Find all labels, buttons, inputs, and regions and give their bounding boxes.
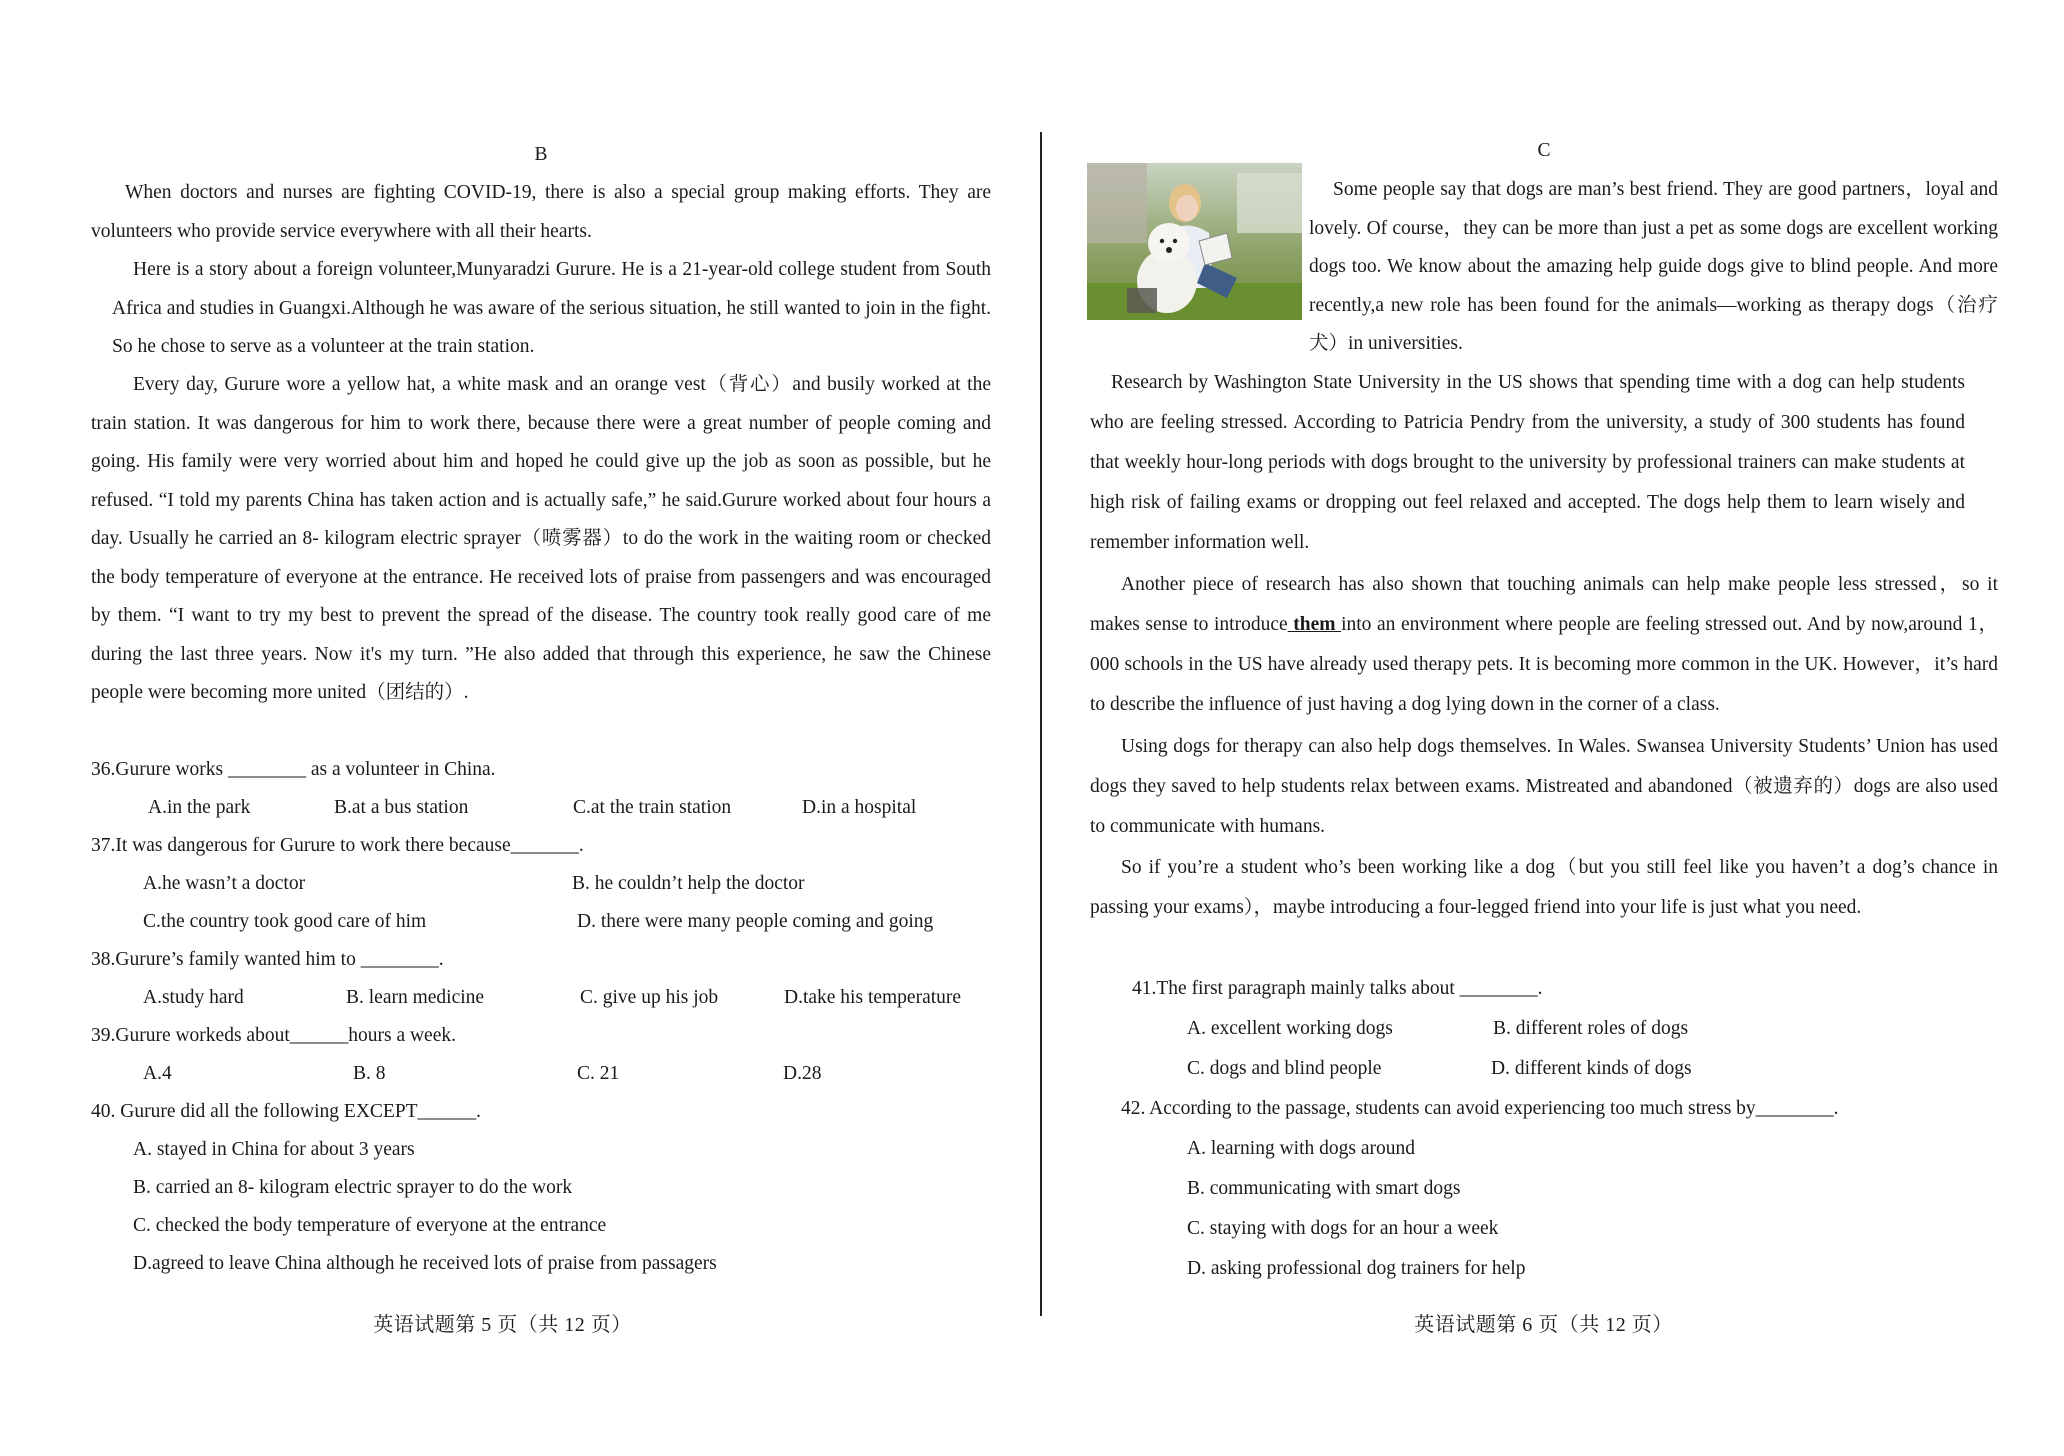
- q36-option-a[interactable]: A.in the park: [148, 797, 251, 818]
- question-40-stem: 40. Gurure did all the following EXCEPT______.: [91, 1101, 481, 1122]
- question-39-stem: 39.Gurure workeds about______hours a week.: [91, 1025, 456, 1046]
- q39-option-a[interactable]: A.4: [143, 1063, 172, 1084]
- question-38-options: [143, 979, 993, 1018]
- question-41-stem: 41.The first paragraph mainly talks about ________.: [1132, 978, 1543, 999]
- passage-c-paragraph-2: Research by Washington State University in the US shows that spending time with a dog can help students who are feeling stressed. According to Patricia Pendry from the university, a study of 300 students has found that weekly hour-long periods with dogs brought to the university by professional trainers can make students at high risk of failing exams or dropping out feel relaxed and accepted. The dogs help them to learn wisely and remember information well.: [1090, 372, 1965, 553]
- q42-option-c[interactable]: C. staying with dogs for an hour a week: [1187, 1218, 1499, 1239]
- q37-option-d[interactable]: D. there were many people coming and going: [577, 911, 934, 932]
- q37-option-a[interactable]: A.he wasn’t a doctor: [143, 873, 306, 894]
- underlined-word-them: them: [1287, 614, 1342, 635]
- q38-option-a[interactable]: A.study hard: [143, 987, 244, 1008]
- page-footer-6: 英语试题第 6 页（共 12 页）: [1414, 1314, 1673, 1336]
- question-41-options-row-1: [1187, 1010, 1987, 1049]
- q36-option-c[interactable]: C.at the train station: [573, 797, 732, 818]
- paragraph-3-text-before: Another piece of research has also shown that touching animals can help make people less stressed，so it makes sense to introduce: [1090, 574, 1998, 635]
- q42-option-b[interactable]: B. communicating with smart dogs: [1187, 1178, 1461, 1199]
- passage-b-paragraph-2: Here is a story about a foreign volunteer,Munyaradzi Gurure. He is a 21-year-old college student from South Africa and studies in Guangxi.Although he was aware of the serious situation, he still wanted to join in the fight. So he chose to serve as a volunteer at the train station.: [112, 259, 991, 357]
- q40-option-b[interactable]: B. carried an 8- kilogram electric sprayer to do the work: [133, 1177, 573, 1198]
- q41-option-d[interactable]: D. different kinds of dogs: [1491, 1058, 1692, 1079]
- question-38-stem: 38.Gurure’s family wanted him to ________.: [91, 949, 444, 970]
- question-42-stem: 42. According to the passage, students can avoid experiencing too much stress by________.: [1121, 1098, 1839, 1119]
- section-heading-b: B: [534, 144, 548, 165]
- q38-option-d[interactable]: D.take his temperature: [784, 987, 962, 1008]
- passage-b-paragraph-1: When doctors and nurses are fighting COVID-19, there is also a special group making efforts. They are volunteers who provide service everywhere with all their hearts.: [91, 182, 991, 242]
- q40-option-d[interactable]: D.agreed to leave China although he received lots of praise from passagers: [133, 1253, 717, 1274]
- passage-c-paragraph-4: Using dogs for therapy can also help dogs themselves. In Wales. Swansea University Students’ Union has used dogs they saved to help students relax between exams. Mistreated and abandoned（被遗弃的）dogs are also used to communicate with humans.: [1090, 736, 1998, 837]
- q38-option-b[interactable]: B. learn medicine: [346, 987, 485, 1008]
- section-heading-c: C: [1537, 140, 1551, 161]
- q41-option-c[interactable]: C. dogs and blind people: [1187, 1058, 1382, 1079]
- q39-option-d[interactable]: D.28: [783, 1063, 822, 1084]
- question-37-stem: 37.It was dangerous for Gurure to work there because_______.: [91, 835, 584, 856]
- q41-option-b[interactable]: B. different roles of dogs: [1493, 1018, 1689, 1039]
- page-footer-5: 英语试题第 5 页（共 12 页）: [373, 1314, 632, 1336]
- photo-illustration: [1087, 163, 1302, 320]
- q42-option-a[interactable]: A. learning with dogs around: [1187, 1138, 1416, 1159]
- woman-reading-with-dog-photo: [1087, 163, 1302, 320]
- q40-option-a[interactable]: A. stayed in China for about 3 years: [133, 1139, 415, 1160]
- q41-option-a[interactable]: A. excellent working dogs: [1187, 1018, 1393, 1039]
- q40-option-c[interactable]: C. checked the body temperature of everyone at the entrance: [133, 1215, 607, 1236]
- passage-c-paragraph-1: Some people say that dogs are man’s best friend. They are good partners，loyal and lovely. Of course，they can be more than just a pet as some dogs are excellent working dogs too. We know about the amazing help guide dogs give to blind people. And more recently,a new role has been found for the animals—working as therapy dogs（治疗犬）in universities.: [1309, 179, 1998, 354]
- passage-c-paragraph-5: So if you’re a student who’s been working like a dog（but you still feel like you haven’t a dog’s chance in passing your exams），maybe introducing a four-legged friend into your life is just what you need.: [1090, 857, 1998, 918]
- q39-option-c[interactable]: C. 21: [577, 1063, 620, 1084]
- q39-option-b[interactable]: B. 8: [353, 1063, 386, 1084]
- q37-option-c[interactable]: C.the country took good care of him: [143, 911, 427, 932]
- question-41-options-row-2: [1187, 1050, 1987, 1089]
- q36-option-d[interactable]: D.in a hospital: [802, 797, 917, 818]
- q36-option-b[interactable]: B.at a bus station: [334, 797, 469, 818]
- q38-option-c[interactable]: C. give up his job: [580, 987, 719, 1008]
- page-divider: [1040, 132, 1042, 1316]
- question-39-options: [143, 1055, 993, 1094]
- paragraph-3-text-after: into an environment where people are feeling stressed out. And by now,around 1，000 schools in the US have already used therapy pets. It is becoming more common in the UK. However，it’s hard to describe the influence of just having a dog lying down in the corner of a class.: [1090, 614, 1998, 715]
- q42-option-d[interactable]: D. asking professional dog trainers for help: [1187, 1258, 1526, 1279]
- q37-option-b[interactable]: B. he couldn’t help the doctor: [572, 873, 805, 894]
- passage-b-paragraph-3: Every day, Gurure wore a yellow hat, a white mask and an orange vest（背心）and busily worked at the train station. It was dangerous for him to work there, because there were a great number of people coming and going. His family were very worried about him and hoped he could give up the job as soon as possible, but he refused. “I told my parents China has taken action and is actually safe,” he said.Gurure worked about four hours a day. Usually he carried an 8- kilogram electric sprayer（喷雾器）to do the work in the waiting room or checked the body temperature of everyone at the entrance. He received lots of praise from passengers and was encouraged by them. “I want to try my best to prevent the spread of the disease. The country took really good care of me during the last three years. Now it's my turn. ”He also added that through this experience, he saw the Chinese people were becoming more united（团结的）.: [91, 374, 991, 703]
- passage-c-paragraph-3: [1090, 565, 1998, 725]
- question-37-options-row-1: [143, 865, 993, 904]
- question-36-stem: 36.Gurure works ________ as a volunteer in China.: [91, 759, 496, 780]
- question-36-options: [148, 789, 998, 828]
- question-37-options-row-2: [143, 903, 993, 942]
